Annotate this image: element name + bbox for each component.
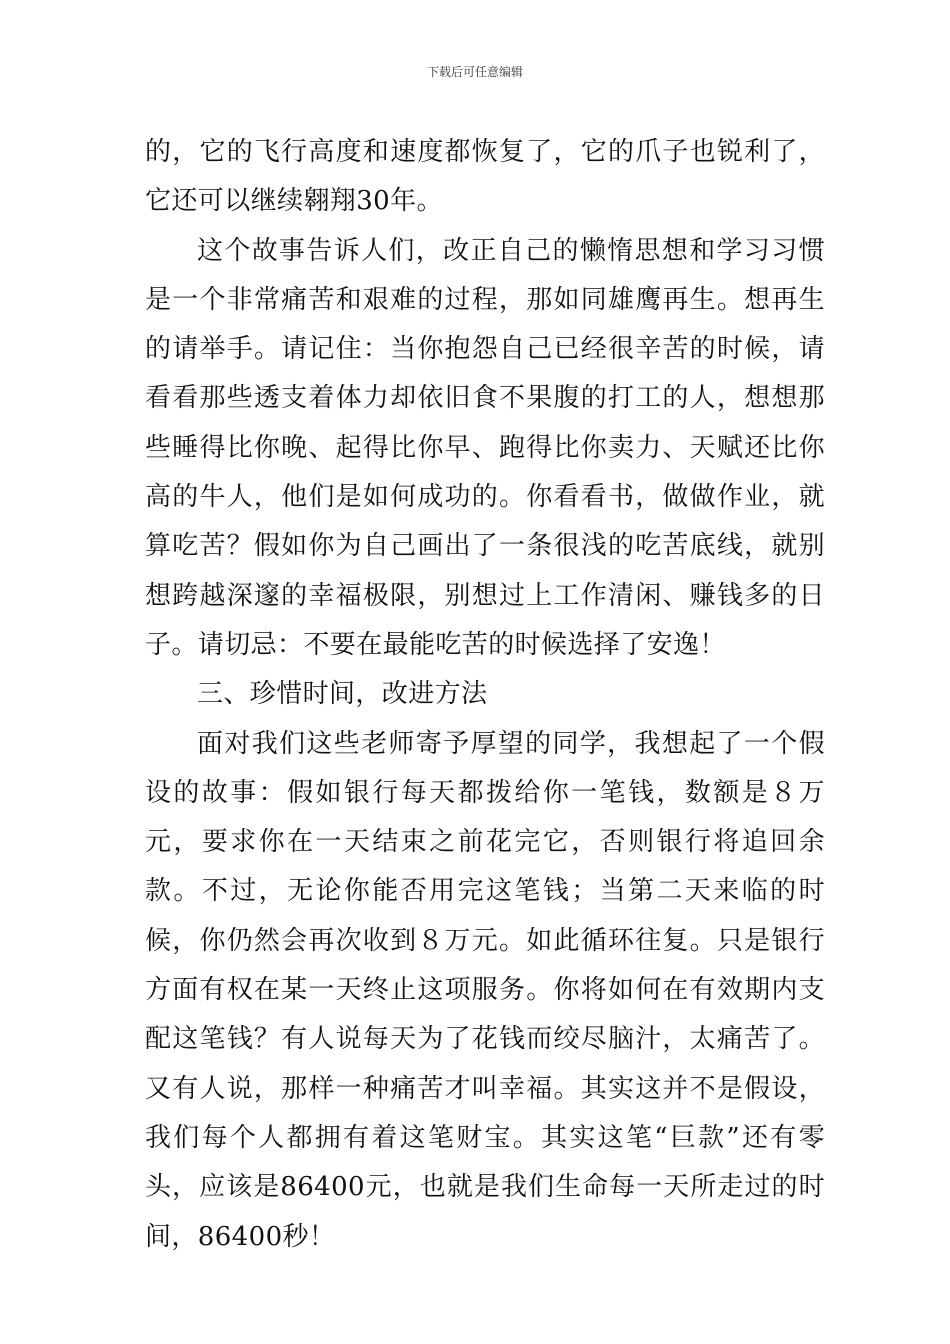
section-heading: 三、珍惜时间，改进方法	[197, 679, 488, 710]
paragraph-story-lesson: 这个故事告诉人们，改正自己的懒惰思想和学习习惯是一个非常痛苦和艰难的过程，那如同雄鹰再生。想再生的请举手。请记住：当你抱怨自己已经很辛苦的时候，请看看那些透支着体力却依旧食不果腹的打工的人，想想那些睡得比你晚、起得比你早、跑得比你卖力、天赋还比你高的牛人，他们是如何成功的。你看看书，做做作业，就算吃苦？假如你为自己画出了一条很浅的吃苦底线，就别想跨越深邃的幸福极限，别想过上工作清闲、赚钱多的日子。请切忌：不要在最能吃苦的时候选择了安逸！	[145, 235, 825, 660]
document-body	[145, 128, 825, 1262]
paragraph-bank-story: 面对我们这些老师寄予厚望的同学，我想起了一个假设的故事：假如银行每天都拨给你一笔钱，数额是８万元，要求你在一天结束之前花完它，否则银行将追回余款。不过，无论你能否用完这笔钱；当第二天来临的时候，你仍然会再次收到８万元。如此循环往复。只是银行方面有权在某一天终止这项服务。你将如何在有效期内支配这笔钱？有人说每天为了花钱而绞尽脑汁，太痛苦了。又有人说，那样一种痛苦才叫幸福。其实这并不是假设，我们每个人都拥有着这笔财宝。其实这笔“巨款”还有零头，应该是86400元，也就是我们生命每一天所走过的时间，86400秒！	[145, 728, 825, 1252]
paragraph-eagle-ending: 的，它的飞行高度和速度都恢复了，它的爪子也锐利了，它还可以继续翱翔30年。	[145, 137, 825, 217]
page-header: 下载后可任意编辑	[426, 65, 523, 79]
